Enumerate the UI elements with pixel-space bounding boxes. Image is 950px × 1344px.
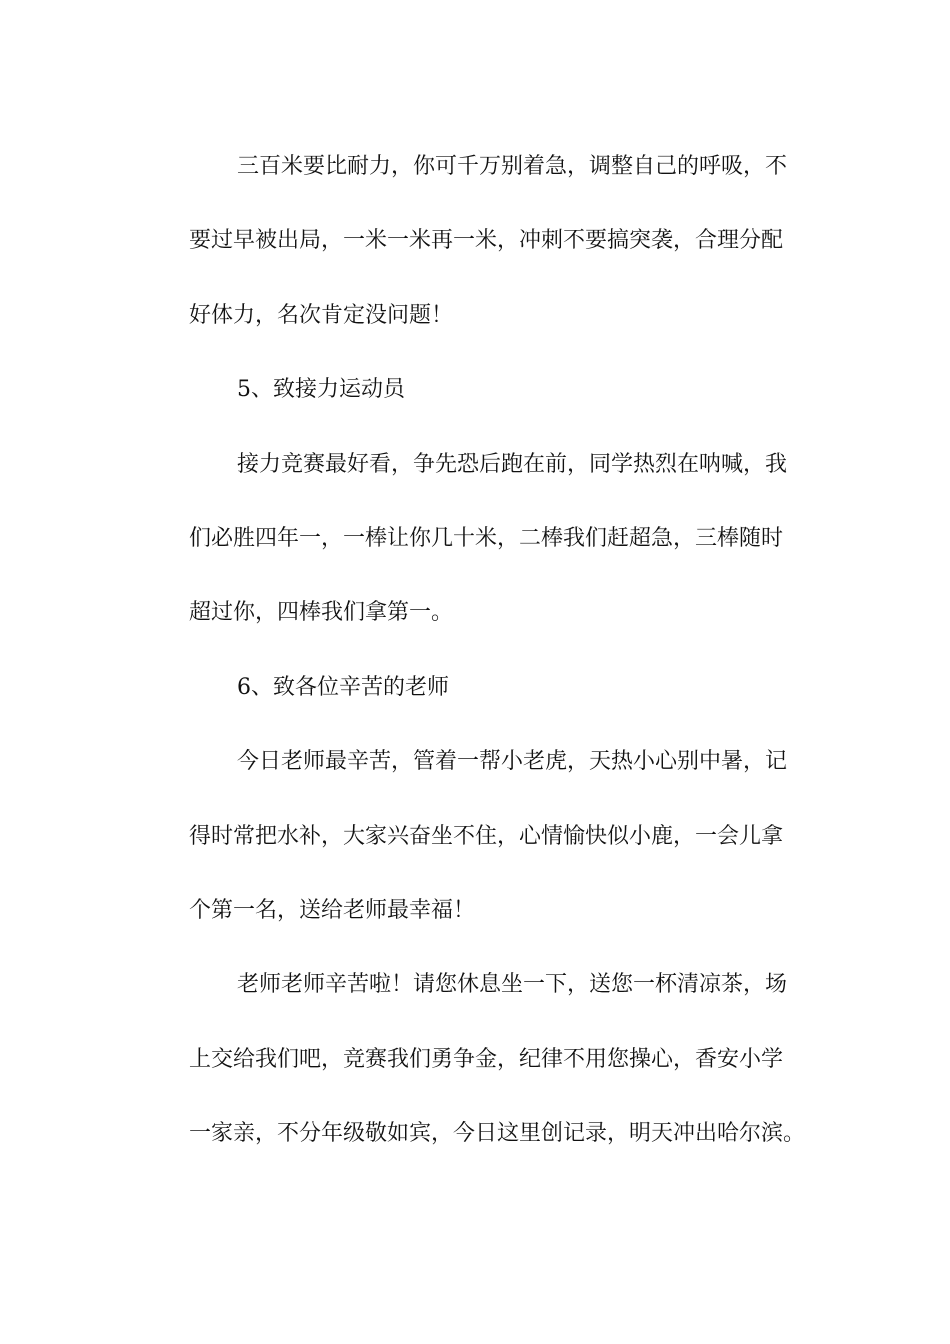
text-line: 得时常把水补，大家兴奋坐不住，心情愉快似小鹿，一会儿拿 [189,823,784,849]
text-line: 老师老师辛苦啦！请您休息坐一下，送您一杯清凉茶，场 [237,972,788,998]
text-line: 好体力，名次肯定没问题！ [189,302,454,328]
paragraph-300m-encouragement [145,130,805,353]
text-line: 个第一名，送给老师最幸福！ [189,898,476,924]
text-line: 们必胜四年一，一棒让你几十米，二棒我们赶超急，三棒随时 [189,526,784,552]
heading-relay-athletes [145,353,805,427]
text-line: 要过早被出局，一米一米再一米，冲刺不要搞突袭，合理分配 [189,228,784,254]
text-line: 一家亲，不分年级敬如宾，今日这里创记录，明天冲出哈尔滨。 [189,1121,806,1147]
text-line: 超过你，四棒我们拿第一。 [189,600,454,626]
paragraph-relay-race [145,428,805,651]
document-body [145,130,805,1172]
text-line: 接力竞赛最好看，争先恐后跑在前，同学热烈在呐喊，我 [237,451,788,477]
paragraph-teachers-hardwork [145,725,805,948]
heading-teachers [145,651,805,725]
text-line: 上交给我们吧，竞赛我们勇争金，纪律不用您操心，香安小学 [189,1046,784,1072]
section-heading: 5、致接力运动员 [237,377,405,403]
text-line: 三百米要比耐力，你可千万别着急，调整自己的呼吸，不 [237,154,788,179]
section-heading: 6、致各位辛苦的老师 [237,674,449,700]
paragraph-teachers-rest [145,948,805,1171]
text-line: 今日老师最辛苦，管着一帮小老虎，天热小心别中暑，记 [237,749,788,775]
